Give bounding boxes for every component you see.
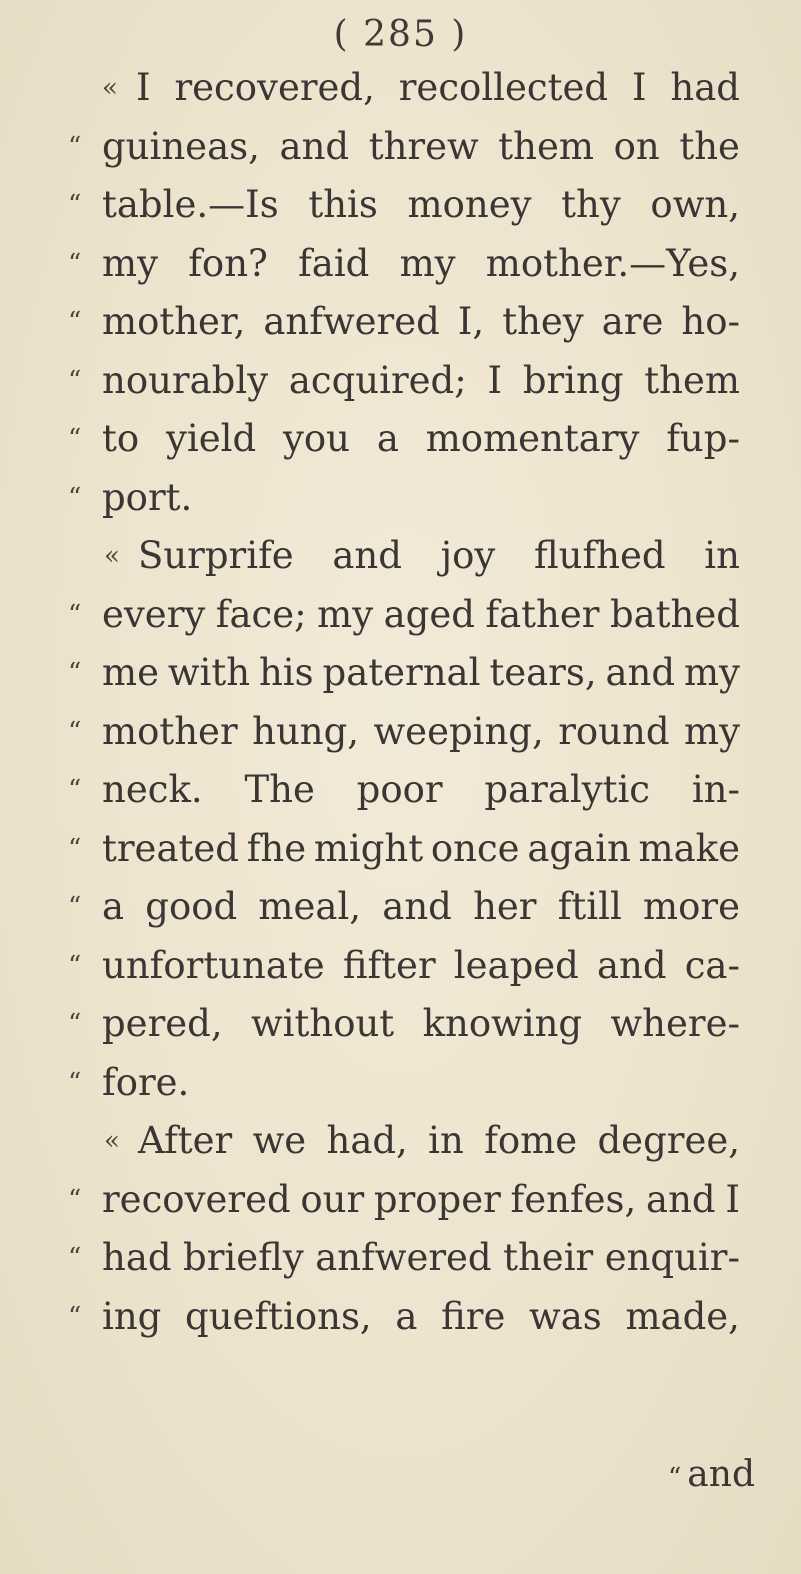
word: I [136, 66, 151, 109]
word: fenfes, [510, 1177, 637, 1221]
quote-mark: “ [68, 1301, 82, 1332]
word: guineas, [102, 124, 260, 168]
word: father [485, 592, 600, 636]
text-line [60, 355, 740, 407]
word: her [473, 885, 537, 928]
text-line [60, 530, 740, 582]
word: fifter [342, 943, 436, 987]
word: was [529, 1294, 602, 1338]
word: mother, [102, 300, 246, 343]
word: and [382, 885, 452, 928]
word: are [601, 300, 664, 343]
word: meal, [258, 885, 362, 928]
quote-mark: “ [68, 131, 82, 162]
line-words [102, 413, 740, 465]
text-line [60, 1115, 740, 1167]
line-words [102, 881, 740, 933]
word: money [407, 183, 532, 226]
word: yield [165, 417, 257, 460]
word: ing [102, 1294, 162, 1338]
word: recovered, [174, 66, 375, 109]
word: port. [102, 475, 193, 519]
line-words [138, 530, 740, 582]
line-words [102, 764, 740, 816]
word: weeping, [373, 709, 544, 753]
quote-mark: “ [68, 950, 82, 981]
word: tears, [489, 651, 597, 694]
text-line [60, 1057, 740, 1109]
text-line [60, 647, 740, 699]
quote-mark: “ [68, 658, 82, 688]
word: flufhed [533, 534, 666, 577]
text-line [60, 472, 740, 524]
word: I [725, 1177, 740, 1221]
word: recovered [102, 1177, 291, 1221]
word: more [643, 885, 740, 928]
word: might [313, 826, 424, 870]
quote-mark: “ [68, 248, 82, 279]
word: without [251, 1002, 395, 1045]
text-line [60, 238, 740, 290]
word: leaped [453, 943, 579, 987]
catchword-quote-mark: “ [668, 1463, 682, 1493]
word: I [487, 358, 503, 402]
word: hung, [252, 709, 360, 753]
word: aged [383, 592, 475, 636]
word: poor [356, 768, 443, 811]
line-words [102, 1174, 740, 1226]
line-words [138, 1115, 740, 1167]
word: After [138, 1119, 233, 1162]
word: every [102, 592, 206, 636]
word: I, [457, 300, 485, 343]
word: The [244, 768, 315, 811]
word: our [300, 1177, 365, 1221]
word: acquired; [288, 358, 467, 402]
word: this [308, 183, 378, 226]
quote-mark: “ [68, 833, 82, 864]
word: them [498, 124, 594, 168]
line-words [136, 62, 740, 114]
word: a [102, 885, 125, 928]
word: proper [373, 1177, 501, 1221]
word: in [704, 534, 740, 577]
word: enquir- [604, 1236, 740, 1279]
word: neck. [102, 768, 203, 811]
line-words [102, 296, 740, 348]
word: good [145, 885, 238, 928]
word: thy [561, 183, 621, 226]
text-line [60, 998, 740, 1050]
text-line [60, 764, 740, 816]
word: their [503, 1236, 594, 1279]
word: recollected [398, 66, 609, 109]
quote-mark: “ [68, 1067, 82, 1098]
line-words [102, 589, 740, 641]
line-words [102, 823, 740, 875]
quote-mark: “ [68, 892, 82, 922]
word: in [428, 1119, 464, 1162]
quote-mark: “ [68, 775, 82, 805]
text-line [60, 121, 740, 173]
line-words [102, 238, 740, 290]
word: round [558, 709, 670, 753]
word: bring [522, 358, 624, 402]
word: had [102, 1236, 172, 1279]
word: nourably [102, 358, 269, 402]
word: fore. [102, 1060, 190, 1104]
word: knowing [422, 1002, 583, 1045]
page-number: ( 285 ) [333, 14, 468, 55]
text-line [60, 940, 740, 992]
word: fome [484, 1119, 578, 1162]
word: I [631, 66, 647, 109]
word: paternal [322, 651, 481, 694]
word: my [683, 651, 740, 694]
word: and [646, 1177, 716, 1221]
word: faid [298, 241, 370, 285]
word: me [102, 651, 159, 694]
word: fon? [188, 241, 268, 285]
quote-mark: « [102, 73, 118, 103]
text-line [60, 1174, 740, 1226]
word: make [638, 826, 740, 870]
word: and [332, 534, 402, 577]
word: and [605, 651, 676, 694]
text-line [60, 589, 740, 641]
word: mother.—Yes, [485, 241, 740, 285]
quote-mark: “ [68, 599, 82, 630]
word: and [596, 943, 667, 987]
word: my [683, 709, 740, 753]
line-words [102, 647, 740, 699]
line-words [102, 355, 740, 407]
quote-mark: “ [68, 365, 82, 396]
word: anfwered [263, 300, 440, 343]
quote-mark: “ [68, 716, 82, 747]
word: queftions, [185, 1294, 372, 1338]
word: table.—Is [102, 183, 279, 226]
word: briefly [183, 1236, 304, 1279]
quote-mark: “ [68, 1009, 82, 1039]
word: treated [102, 826, 239, 870]
quote-mark: “ [68, 307, 82, 337]
text-line [60, 296, 740, 348]
word: momentary [425, 417, 640, 460]
word: fup- [666, 417, 740, 460]
word: where- [610, 1002, 740, 1045]
line-words [102, 472, 740, 524]
word: and [279, 124, 350, 168]
word: mother [102, 709, 238, 753]
word: had, [326, 1119, 408, 1162]
word: ftill [557, 885, 622, 928]
word: Surprife [138, 534, 294, 577]
word: my [102, 241, 158, 285]
word: in- [691, 768, 740, 811]
word: ca- [684, 943, 740, 987]
quote-mark: “ [68, 1184, 82, 1215]
word: joy [440, 534, 496, 577]
word: face; [215, 592, 307, 636]
text-line [60, 62, 740, 114]
word: degree, [597, 1119, 740, 1162]
word: you [282, 417, 350, 460]
word: on [613, 124, 660, 168]
quote-mark: “ [68, 482, 82, 513]
word: once [430, 826, 520, 870]
word: my [399, 241, 456, 285]
word: with [167, 651, 251, 694]
word: had [670, 66, 740, 109]
quote-mark: “ [68, 190, 82, 220]
text-line [60, 179, 740, 231]
word: made, [625, 1294, 740, 1338]
text-line [60, 706, 740, 758]
word: his [258, 651, 314, 694]
quote-mark: « [104, 1126, 120, 1156]
word: anfwered [315, 1236, 492, 1279]
word: fhe [246, 826, 307, 870]
word: again [527, 826, 631, 870]
word: ho- [681, 300, 740, 343]
word: the [679, 124, 740, 168]
quote-mark: “ [68, 1243, 82, 1273]
word: bathed [609, 592, 740, 636]
word: my [317, 592, 374, 636]
word: them [644, 358, 740, 402]
line-words [102, 706, 740, 758]
word: own, [650, 183, 740, 226]
word: a [395, 1294, 418, 1338]
line-words [102, 998, 740, 1050]
word: a [376, 417, 399, 460]
text-line [60, 823, 740, 875]
text-line [60, 413, 740, 465]
word: threw [368, 124, 479, 168]
word: unfortunate [102, 943, 325, 987]
line-words [102, 1057, 740, 1109]
quote-mark: « [104, 541, 120, 571]
word: pered, [102, 1002, 223, 1045]
word: fire [441, 1294, 506, 1338]
text-line [60, 1291, 740, 1343]
line-words [102, 1291, 740, 1343]
line-words [102, 940, 740, 992]
quote-mark: “ [68, 424, 82, 454]
text-line [60, 1232, 740, 1284]
catchword [668, 1454, 755, 1495]
catchword-word: and [687, 1454, 755, 1495]
line-words [102, 1232, 740, 1284]
word: paralytic [484, 768, 651, 811]
word: they [502, 300, 584, 343]
word: to [102, 417, 140, 460]
line-words [102, 121, 740, 173]
line-words [102, 179, 740, 231]
text-line [60, 881, 740, 933]
word: we [252, 1119, 307, 1162]
